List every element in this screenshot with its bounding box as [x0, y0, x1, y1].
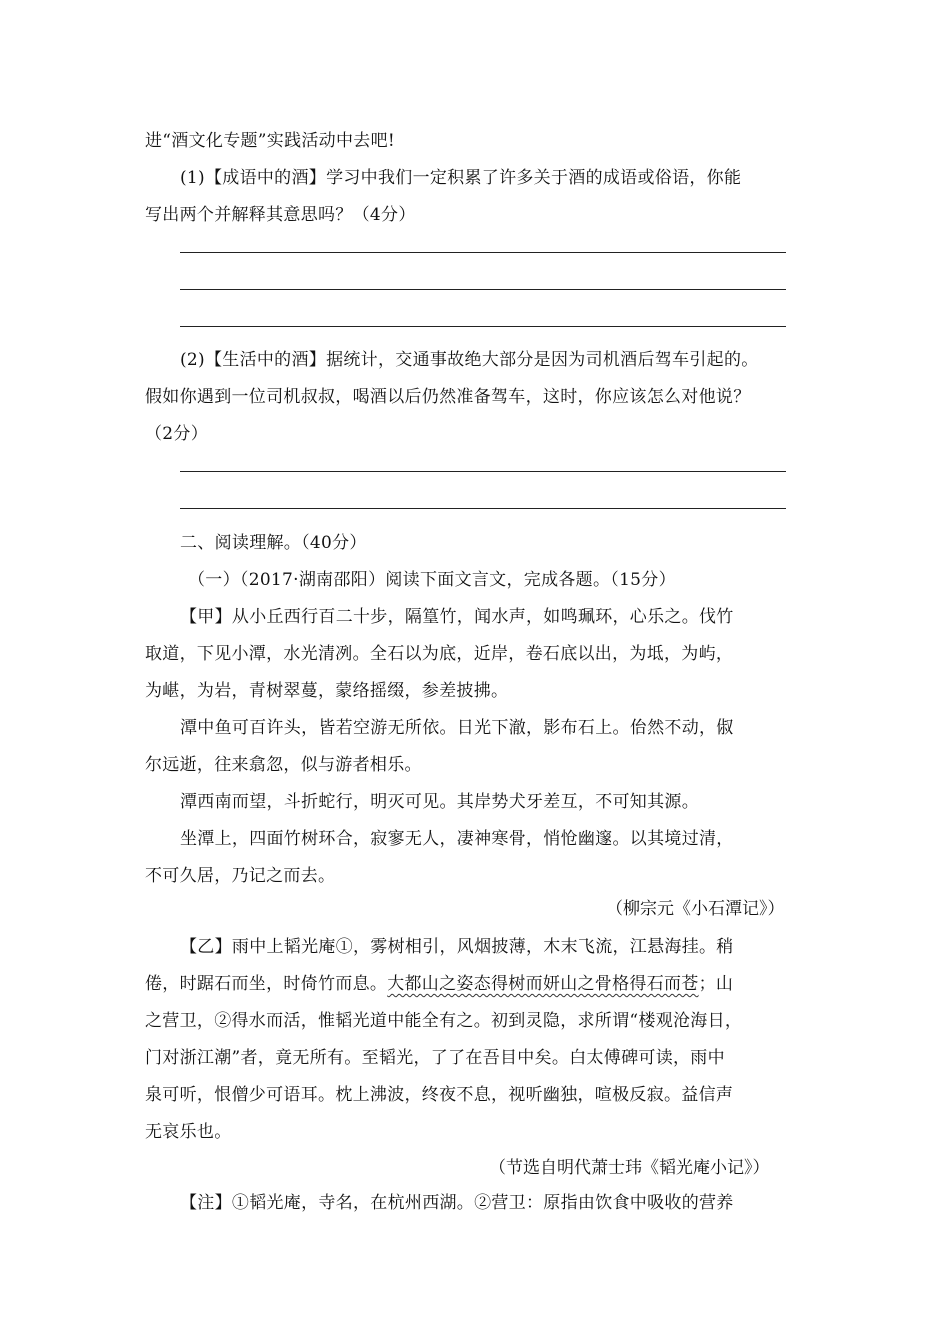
yi-line-2-start: 倦，时踞石而坐，时倚竹而息。: [145, 974, 388, 994]
jia-p3-line-1: 潭西南而望，斗折蛇行，明灭可见。其岸势犬牙差互，不可知其源。: [180, 792, 699, 812]
jia-p1-line-2: 取道，下见小潭，水光清冽。全石以为底，近岸，卷石底以出，为坻，为屿，: [145, 644, 734, 664]
question-1-line-1: (1)【成语中的酒】学习中我们一定积累了许多关于酒的成语或俗语，你能: [180, 168, 742, 188]
yi-line-1: 【乙】雨中上韬光庵①，雾树相引，风烟披薄，木末飞流，江悬海挂。稍: [180, 937, 734, 957]
yi-line-5: 泉可听，恨僧少可语耳。枕上沸波，终夜不息，视听幽独，喧极反寂。益信声: [145, 1085, 734, 1105]
answer-line[interactable]: [180, 508, 786, 509]
yi-source: （节选自明代萧士玮《韬光庵小记》）: [489, 1158, 770, 1178]
yi-line-3: 之营卫，②得水而活，惟韬光道中能全有之。初到灵隐，求所谓“楼观沧海日，: [145, 1011, 743, 1031]
jia-p2-line-2: 尔远逝，往来翕忽，似与游者相乐。: [145, 755, 422, 775]
answer-line[interactable]: [180, 289, 786, 290]
answer-line[interactable]: [180, 326, 786, 327]
intro-line: 进“酒文化专题”实践活动中去吧!: [145, 131, 396, 151]
yi-line-4: 门对浙江潮”者，竟无所有。至韬光，了了在吾目中矣。白太傅碑可读，雨中: [145, 1048, 725, 1068]
footnote: 【注】①韬光庵，寺名，在杭州西湖。②营卫：原指由饮食中吸收的营养: [180, 1193, 734, 1213]
question-2-line-3: （2分）: [145, 424, 209, 444]
question-1-line-2: 写出两个并解释其意思吗？（4分）: [145, 205, 416, 225]
answer-line[interactable]: [180, 471, 786, 472]
jia-p2-line-1: 潭中鱼可百许头，皆若空游无所依。日光下澈，影布石上。佁然不动，俶: [180, 718, 734, 738]
yi-underlined-sentence: 大都山之姿态得树而妍山之骨格得石而苍: [387, 974, 699, 994]
section-title: 二、阅读理解。（40分）: [180, 533, 367, 553]
yi-line-6: 无哀乐也。: [145, 1122, 232, 1142]
jia-source: （柳宗元《小石潭记》）: [606, 899, 785, 919]
jia-p4-line-1: 坐潭上，四面竹树环合，寂寥无人，凄神寒骨，悄怆幽邃。以其境过清，: [180, 829, 734, 849]
subsection-title: （一）（2017·湖南邵阳）阅读下面文言文，完成各题。（15分）: [188, 570, 676, 590]
answer-line[interactable]: [180, 252, 786, 253]
question-2-line-2: 假如你遇到一位司机叔叔，喝酒以后仍然准备驾车，这时，你应该怎么对他说？: [145, 387, 751, 407]
yi-line-2-end: ；山: [698, 974, 734, 994]
jia-p4-line-2: 不可久居，乃记之而去。: [145, 866, 336, 886]
jia-p1-line-3: 为嵁，为岩，青树翠蔓，蒙络摇缀，参差披拂。: [145, 681, 509, 701]
jia-p1-line-1: 【甲】从小丘西行百二十步，隔篁竹，闻水声，如鸣珮环，心乐之。伐竹: [180, 607, 734, 627]
yi-line-2: [145, 969, 733, 994]
question-2-line-1: (2)【生活中的酒】据统计，交通事故绝大部分是因为司机酒后驾车引起的。: [180, 350, 759, 370]
